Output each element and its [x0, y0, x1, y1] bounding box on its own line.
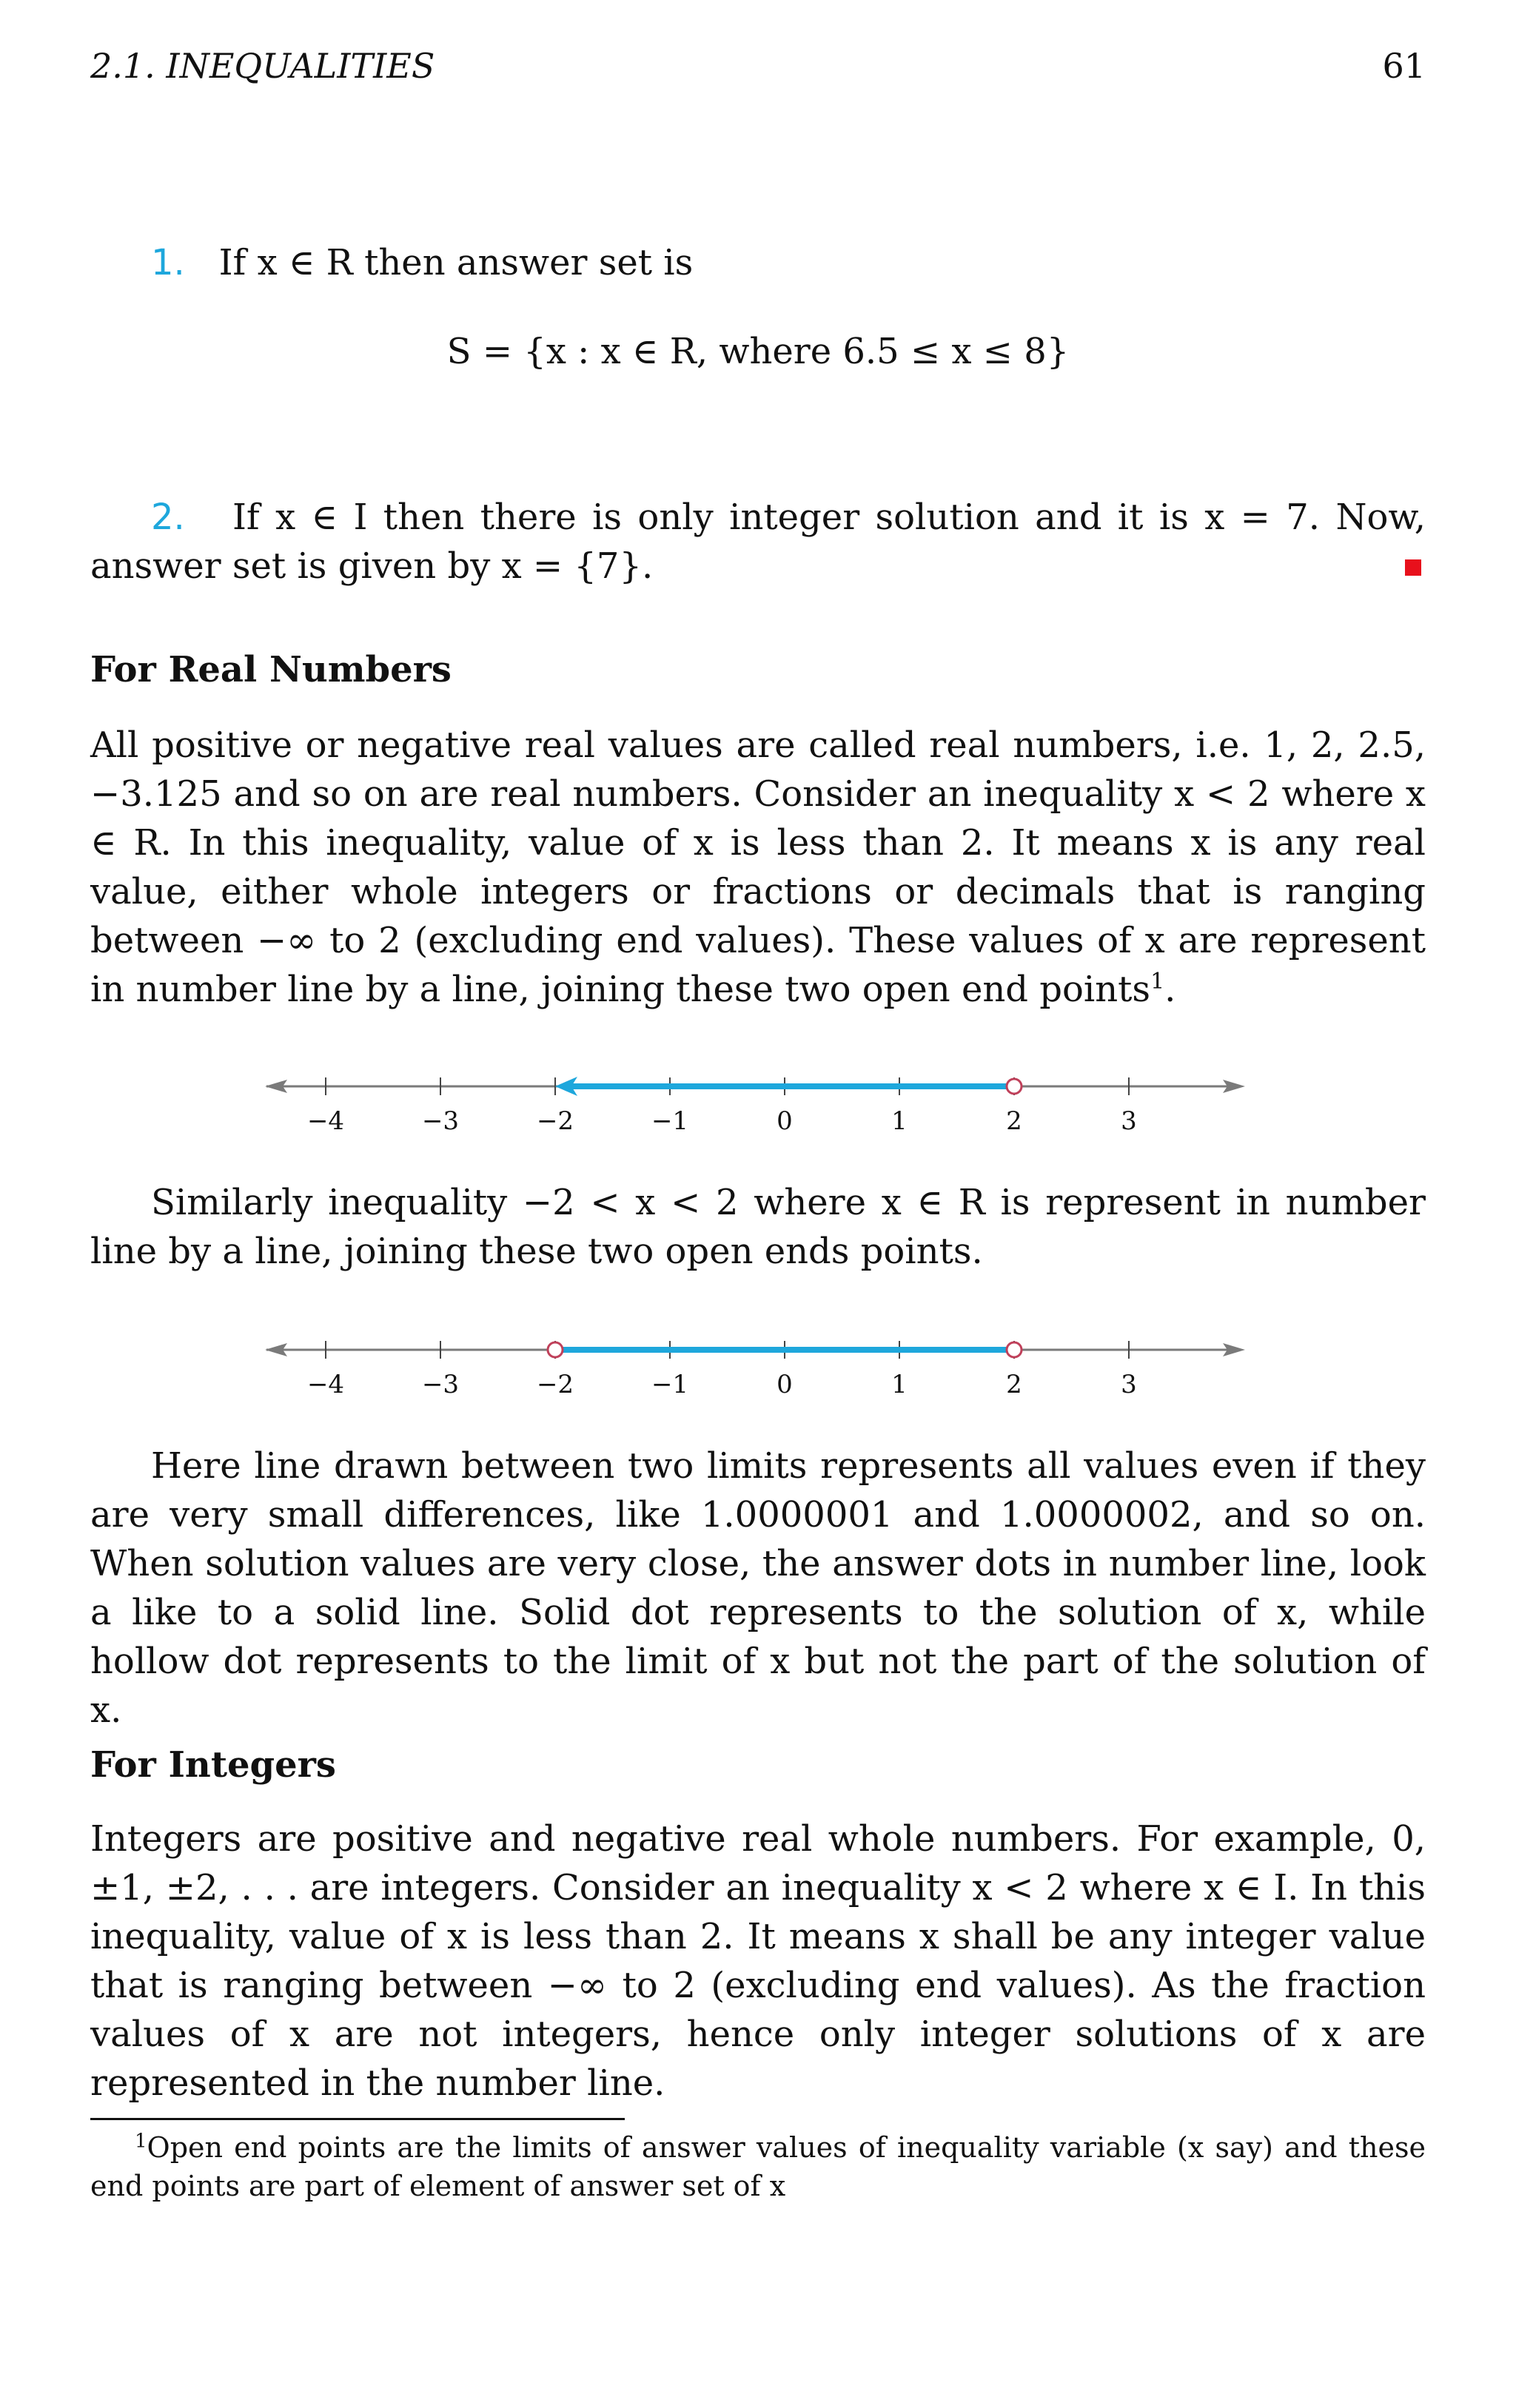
number-line-2 — [222, 1314, 1332, 1403]
hollow-dot — [1007, 1079, 1022, 1094]
paragraph-real-3: Here line drawn between two limits represents all values even if they are very small differences, like 1.0000001 and 1.0000002, and so on. When solution values are very close, the answer dots in number line, look a like to a solid line. Solid dot represents to the solution of x, while hollow dot represents to the limit of x but not the part of the solution of x. — [90, 1445, 1426, 1731]
tick-label: −2 — [536, 1370, 574, 1399]
paragraph-end: . — [1164, 969, 1176, 1010]
tick-label: −3 — [421, 1106, 460, 1136]
qed-square-icon — [1405, 559, 1421, 576]
number-line-1 — [222, 1051, 1332, 1140]
tick-label: 2 — [1006, 1370, 1022, 1399]
list-number: 2. — [151, 497, 185, 538]
section-heading-real: For Real Numbers — [90, 649, 452, 690]
footnote-text: Open end points are the limits of answer values of inequality variable (x say) and these end points are part of element of answer set of x — [90, 2131, 1426, 2202]
tick-label: 3 — [1121, 1106, 1137, 1136]
page-number: 61 — [1382, 46, 1426, 86]
footnote-mark: 1 — [135, 2130, 147, 2153]
display-equation: S = {x : x ∈ R, where 6.5 ≤ x ≤ 8} — [446, 331, 1070, 372]
paragraph-text: All positive or negative real values are called real numbers, i.e. 1, 2, 2.5, −3.125 and so on are real numbers. Consider an inequality x < 2 where x ∈ R. In this inequality, value of x is less than 2. It means x is any real value, either whole integers or fractions or decimals that is ranging between −∞ to 2 (excluding end values). These values of x are represent in number line by a line, joining these two open end points — [90, 724, 1426, 1010]
tick-label: 3 — [1121, 1370, 1137, 1399]
hollow-dot — [1007, 1342, 1022, 1357]
paragraph-real-2: Similarly inequality −2 < x < 2 where x ∈ R is represent in number line by a line, joining these two open ends points. — [90, 1182, 1426, 1272]
list-number: 1. — [151, 242, 185, 283]
list-item-text: If x ∈ I then there is only integer solution and it is x = 7. Now, answer set is given by x = {7}. — [90, 497, 1426, 587]
section-title: 2.1. INEQUALITIES — [90, 46, 435, 86]
tick-label: 2 — [1006, 1106, 1022, 1136]
footnote — [90, 2128, 1426, 2205]
section-heading-integers: For Integers — [90, 1744, 336, 1786]
footnote-rule — [90, 2118, 625, 2120]
tick-label: −4 — [306, 1370, 345, 1399]
running-head — [90, 46, 1426, 86]
paragraph-real-1 — [90, 721, 1426, 1014]
list-item-1 — [151, 238, 1426, 287]
paragraph-int-1: Integers are positive and negative real whole numbers. For example, 0, ±1, ±2, . . . are integers. Consider an inequality x < 2 where x ∈ I. In this inequality, value of x is less than 2. It means x shall be any integer value that is ranging between −∞ to 2 (excluding end values). As the fraction values of x are not integers, hence only integer solutions of x are represented in the number line. — [90, 1818, 1426, 2104]
hollow-dot — [548, 1342, 563, 1357]
footnote-ref: 1 — [1150, 969, 1165, 995]
tick-label: 1 — [891, 1370, 908, 1399]
tick-label: −1 — [651, 1106, 689, 1136]
tick-label: 1 — [891, 1106, 908, 1136]
tick-label: 0 — [777, 1106, 793, 1136]
list-item-text: If x ∈ R then answer set is — [218, 242, 694, 283]
tick-label: −3 — [421, 1370, 460, 1399]
tick-label: −2 — [536, 1106, 574, 1136]
tick-label: −4 — [306, 1106, 345, 1136]
tick-label: −1 — [651, 1370, 689, 1399]
list-item-2 — [90, 493, 1426, 591]
tick-label: 0 — [777, 1370, 793, 1399]
